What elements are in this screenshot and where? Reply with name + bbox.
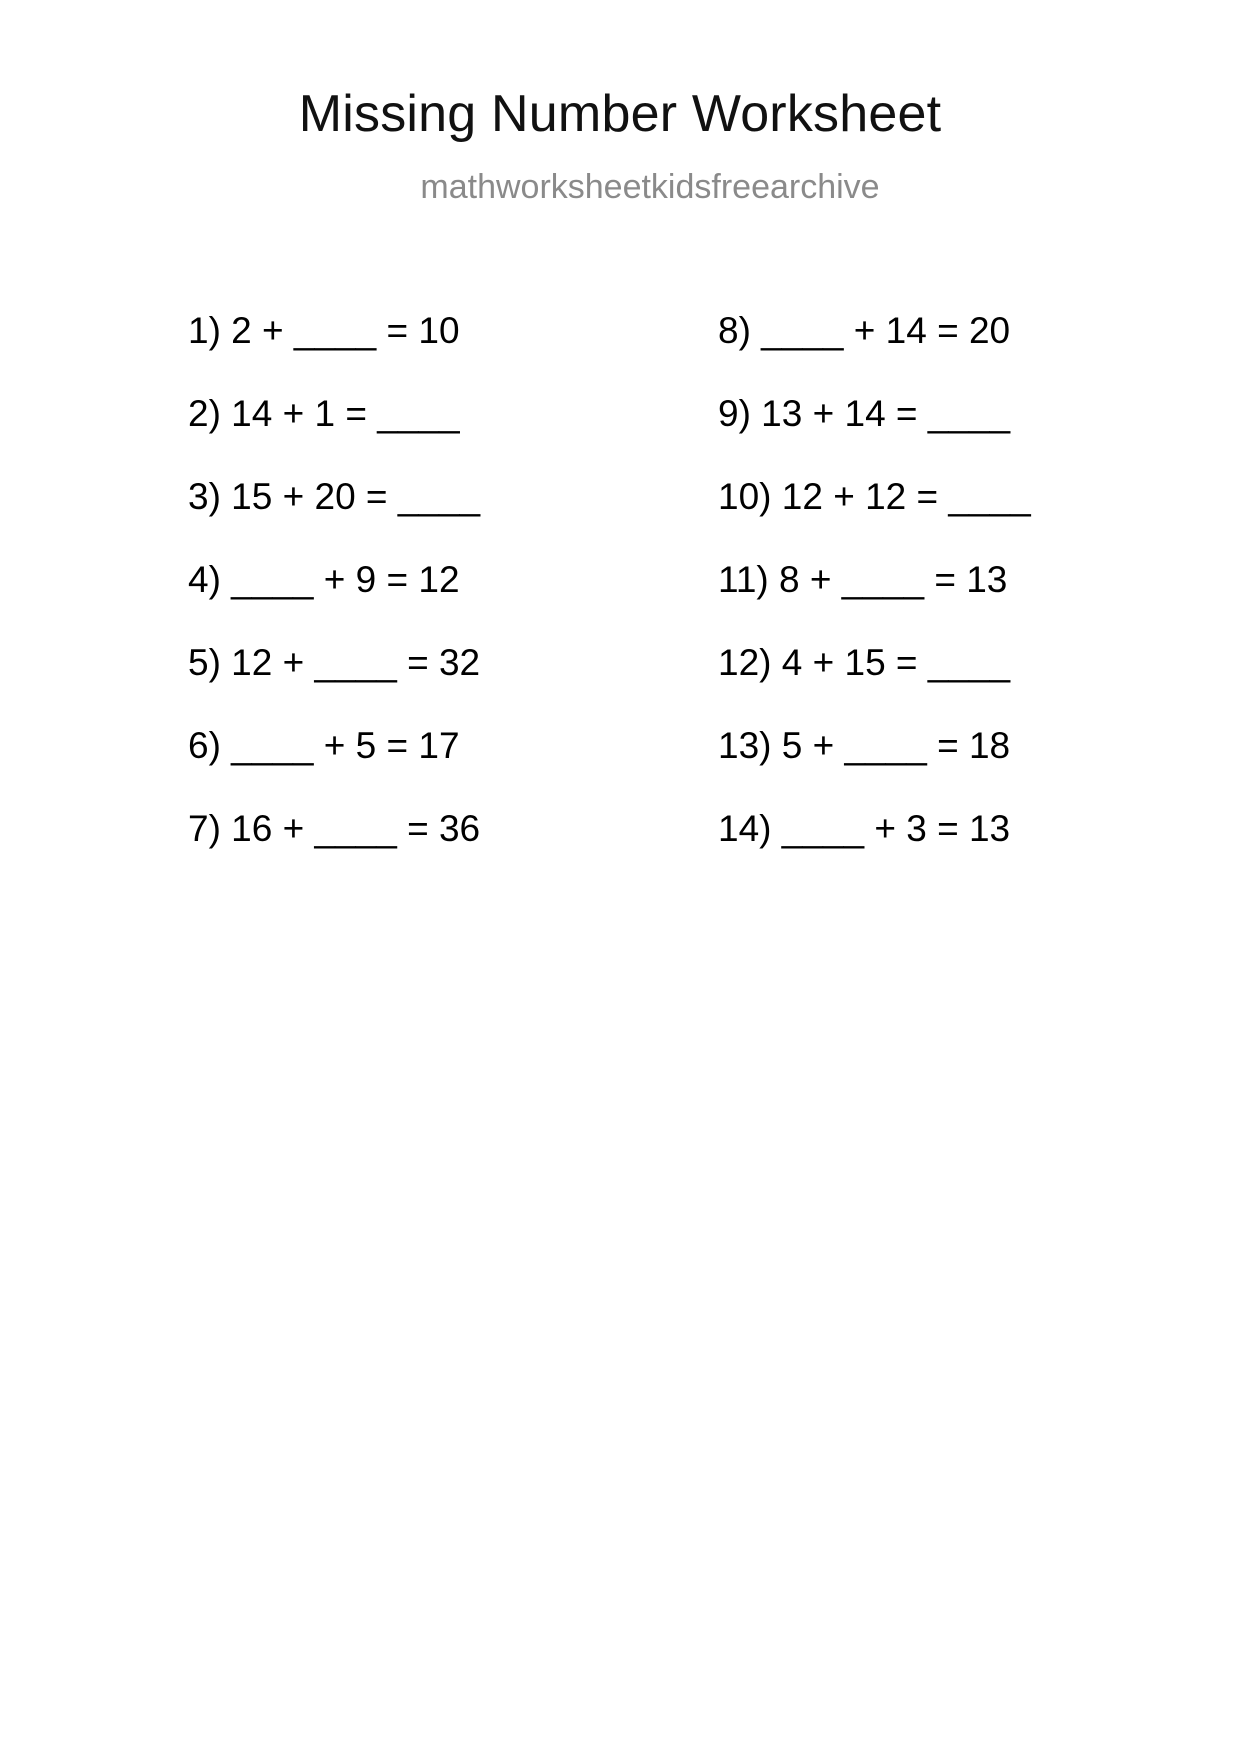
problem-item: 14) ____ + 3 = 13 <box>718 807 1011 849</box>
problem-item: 12) 4 + 15 = ____ <box>718 641 1011 683</box>
problem-item: 1) 2 + ____ = 10 <box>188 309 460 351</box>
problem-column-left <box>188 289 648 870</box>
problem-item: 7) 16 + ____ = 36 <box>188 807 481 849</box>
problem-item: 5) 12 + ____ = 32 <box>188 641 481 683</box>
page-subtitle: mathworksheetkidsfreearchive <box>420 168 880 207</box>
problem-item: 8) ____ + 14 = 20 <box>718 309 1011 351</box>
problem-grid <box>0 289 1240 870</box>
page-title: Missing Number Worksheet <box>298 85 942 143</box>
problem-column-right <box>658 289 1118 870</box>
problem-item: 9) 13 + 14 = ____ <box>718 392 1011 434</box>
problem-item: 3) 15 + 20 = ____ <box>188 475 481 517</box>
problem-item: 13) 5 + ____ = 18 <box>718 724 1011 766</box>
problem-item: 4) ____ + 9 = 12 <box>188 558 460 600</box>
problem-item: 6) ____ + 5 = 17 <box>188 724 460 766</box>
problem-item: 2) 14 + 1 = ____ <box>188 392 460 434</box>
problem-item: 10) 12 + 12 = ____ <box>718 475 1031 517</box>
problem-item: 11) 8 + ____ = 13 <box>718 558 1008 600</box>
